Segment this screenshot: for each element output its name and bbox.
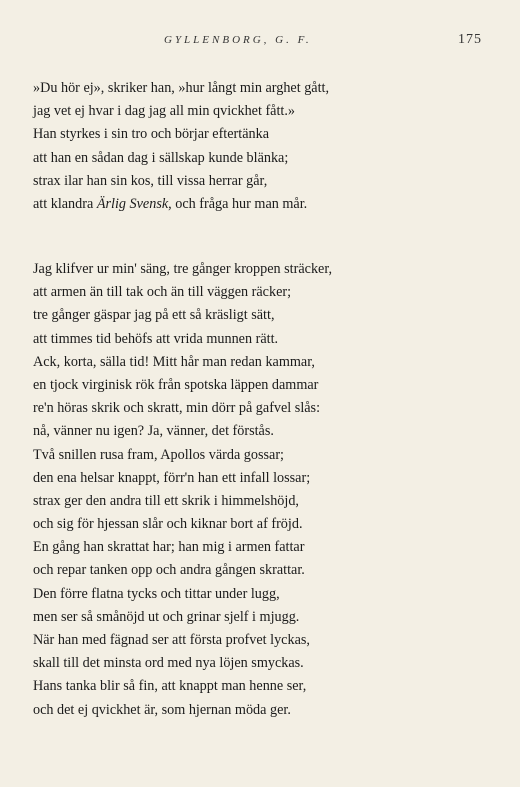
stanza-2-line-4: att timmes tid behöfs att vrida munnen rätt.	[33, 330, 279, 347]
stanza-2-line-2: att armen än till tak och än till väggen räcker;	[33, 284, 292, 301]
line-6-suffix: , och fråga hur man mår.	[168, 195, 308, 212]
stanza-1-line-1: »Du hör ej», skriker han, »hur långt min arghet gått,	[33, 80, 330, 96]
italic-title: Ärlig Svensk	[96, 195, 169, 212]
page-number: 175	[458, 32, 482, 47]
stanza-1-line-6	[33, 193, 493, 216]
stanza-2-line-14: och repar tanken opp och andra gången skrattar.	[33, 562, 305, 579]
stanza-1	[33, 77, 493, 216]
stanza-2-line-18: skall till det minsta ord med nya löjen smyckas.	[33, 655, 304, 672]
page-header	[0, 34, 520, 54]
stanza-2-line-12: och sig för hjessan slår och kiknar bort af fröjd.	[33, 516, 303, 533]
stanza-2-line-9: Två snillen rusa fram, Apollos värda gossar;	[33, 446, 284, 463]
stanza-2-line-20: och det ej qvickhet är, som hjernan möda ger.	[33, 701, 291, 718]
stanza-2-line-17: När han med fägnad ser att första profvet lyckas,	[33, 632, 310, 648]
stanza-1-line-3: Han styrkes i sin tro och börjar eftertänka	[33, 126, 269, 143]
stanza-2-line-1: Jag klifver ur min' säng, tre gånger kroppen sträcker,	[33, 261, 333, 277]
line-6-prefix: att klandra	[33, 195, 97, 212]
stanza-2-line-7: re'n höras skrik och skratt, min dörr på gafvel slås:	[33, 400, 321, 417]
stanza-1-line-5: strax ilar han sin kos, till vissa herrar går,	[33, 172, 268, 189]
stanza-2-line-10: den ena helsar knappt, förr'n han ett infall lossar;	[33, 469, 311, 486]
stanza-2-line-11: strax ger den andra till ett skrik i himmelshöjd,	[33, 492, 299, 509]
stanza-2-line-6: en tjock virginisk rök från spotska läppen dammar	[33, 376, 319, 393]
stanza-2-line-8: nå, vänner nu igen? Ja, vänner, det förstås.	[33, 423, 274, 440]
stanza-2-line-13: En gång han skrattat har; han mig i armen fattar	[33, 539, 305, 556]
stanza-2-line-3: tre gånger gäspar jag på ett så kräsligt sätt,	[33, 307, 275, 324]
stanza-2-line-5: Ack, korta, sälla tid! Mitt hår man redan kammar,	[33, 353, 315, 370]
stanza-2-line-19: Hans tanka blir så fin, att knappt man henne ser,	[33, 678, 307, 695]
running-head: GYLLENBORG, G. F.	[164, 34, 312, 46]
stanza-1-line-4: att han en sådan dag i sällskap kunde blänka;	[33, 149, 289, 166]
stanza-1-line-2: jag vet ej hvar i dag jag all min qvickhet fått.»	[33, 103, 295, 120]
stanza-2	[33, 258, 493, 722]
stanza-2-line-15: Den förre flatna tycks och tittar under lugg,	[33, 585, 280, 602]
stanza-2-line-16: men ser så smånöjd ut och grinar sjelf i mjugg.	[33, 608, 300, 625]
